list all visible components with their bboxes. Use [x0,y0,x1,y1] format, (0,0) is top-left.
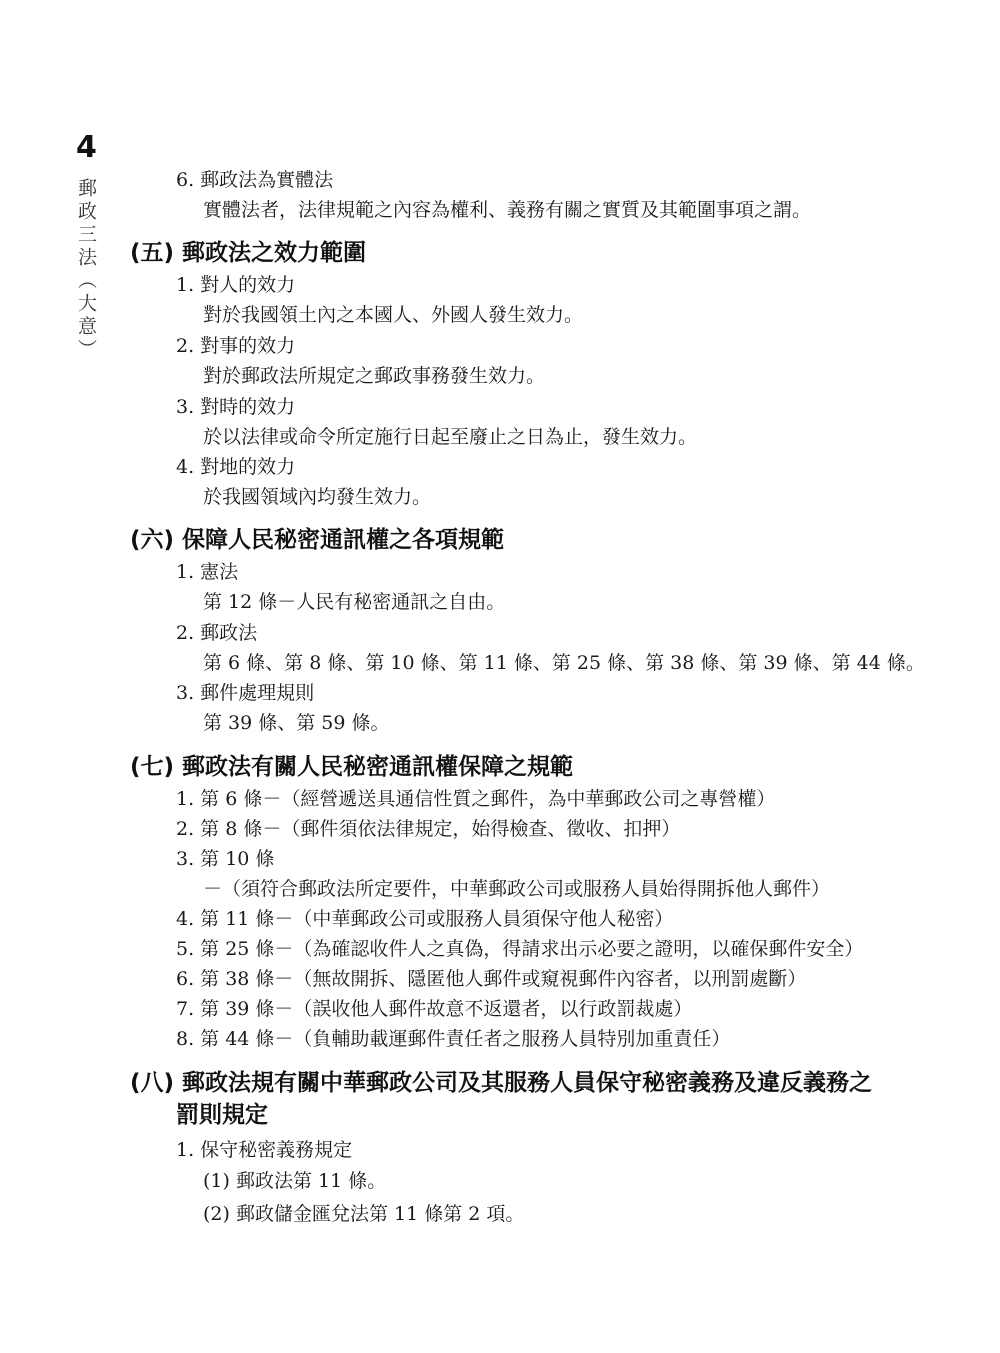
list-item-continuation: －（須符合郵政法所定要件，中華郵政公司或服務人員始得開拆他人郵件） [203,878,831,900]
list-item-title: 1. 對人的效力 [176,274,296,296]
list-item-desc: 第 12 條－人民有秘密通訊之自由。 [203,591,506,613]
list-item: 3. 第 10 條 [176,848,275,870]
list-item-title: 1. 保守秘密義務規定 [176,1139,353,1161]
list-item-desc: 實體法者，法律規範之內容為權利、義務有關之實質及其範圍事項之謂。 [203,199,812,221]
section-heading: (八) 郵政法規有關中華郵政公司及其服務人員保守秘密義務及違反義務之 [130,1070,873,1096]
section-heading-continuation: 罰則規定 [176,1102,268,1128]
list-item: 4. 第 11 條－（中華郵政公司或服務人員須保守他人秘密） [176,908,674,930]
list-item-title: 1. 憲法 [176,561,239,583]
list-item-desc: 對於我國領土內之本國人、外國人發生效力。 [203,304,584,326]
list-item: 5. 第 25 條－（為確認收件人之真偽，得請求出示必要之證明，以確保郵件安全） [176,938,864,960]
list-item: 6. 第 38 條－（無故開拆、隱匿他人郵件或窺視郵件內容者，以刑罰處斷） [176,968,807,990]
list-item-desc: 第 39 條、第 59 條。 [203,712,390,734]
list-item: 7. 第 39 條－（誤收他人郵件故意不返還者，以行政罰裁處） [176,998,693,1020]
list-item: 1. 第 6 條－（經營遞送具通信性質之郵件，為中華郵政公司之專營權） [176,788,776,810]
sub-list-item: (2) 郵政儲金匯兌法第 11 條第 2 項。 [203,1203,525,1225]
list-item: 8. 第 44 條－（負輔助載運郵件責任者之服務人員特別加重責任） [176,1028,731,1050]
list-item-title: 2. 郵政法 [176,622,258,644]
list-item-desc: 於我國領域內均發生效力。 [203,486,432,508]
page-number: 4 [76,130,97,165]
list-item-title: 3. 對時的效力 [176,396,296,418]
sub-list-item: (1) 郵政法第 11 條。 [203,1170,387,1192]
list-item: 2. 第 8 條－（郵件須依法律規定，始得檢查、徵收、扣押） [176,818,681,840]
list-item-desc: 對於郵政法所規定之郵政事務發生效力。 [203,365,546,387]
list-item-title: 2. 對事的效力 [176,335,296,357]
list-item-title: 4. 對地的效力 [176,456,296,478]
section-heading: (五) 郵政法之效力範圍 [130,240,367,266]
list-item-title: 3. 郵件處理規則 [176,682,315,704]
list-item-desc: 於以法律或命令所定施行日起至廢止之日為止，發生效力。 [203,426,698,448]
section-heading: (七) 郵政法有關人民秘密通訊權保障之規範 [130,754,574,780]
section-heading: (六) 保障人民秘密通訊權之各項規範 [130,527,505,553]
list-item-desc: 第 6 條、第 8 條、第 10 條、第 11 條、第 25 條、第 38 條、第 39 條、第 44 條。 [203,652,925,674]
running-title: 郵政三法（大意） [75,178,97,362]
list-item-title: 6. 郵政法為實體法 [176,169,334,191]
